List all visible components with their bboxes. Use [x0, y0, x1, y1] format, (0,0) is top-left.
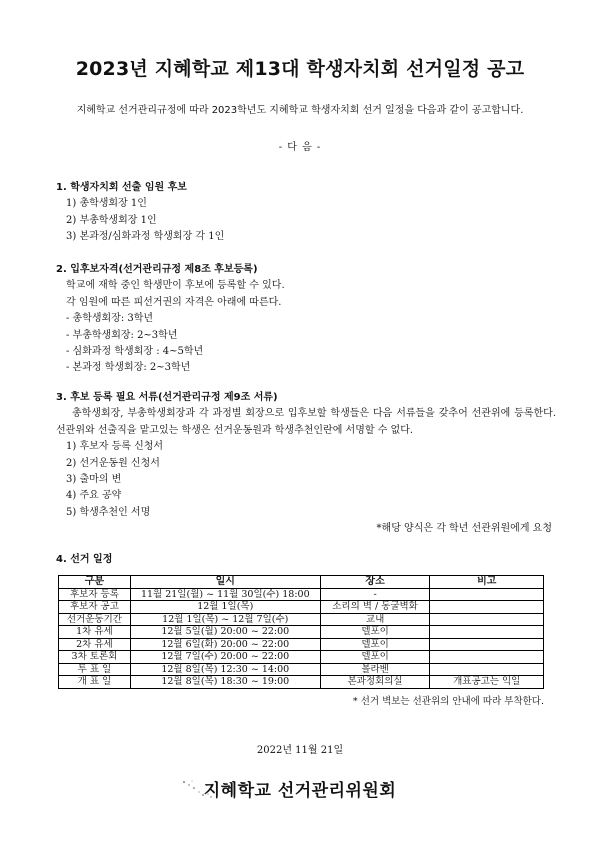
- cell-category: 2차 유세: [59, 638, 131, 651]
- cell-location: 델포이: [320, 638, 430, 651]
- list-item: 3) 본과정/심화과정 학생회장 각 1인: [66, 231, 225, 243]
- cell-location: 소리의 벽 / 동굴벽화: [320, 601, 430, 614]
- cell-category: 3차 토론회: [59, 651, 131, 664]
- cell-remarks: 개표공고는 익일: [430, 676, 544, 689]
- page-title: 2023년 지혜학교 제13대 학생자치회 선거일정 공고: [75, 58, 525, 80]
- section3-paragraph: 총학생회장, 부총학생회장과 각 과정별 회장으로 입후보할 학생들은 다음 서류들을 갖추어 선관위에 등록한다. 선관위와 선출직을 맡고있는 학생은 선거운동원과 학생추천인란에 서명할 수 없다.: [56, 408, 556, 436]
- cell-category: 후보자 공고: [59, 601, 131, 614]
- cell-datetime: 12월 6일(화) 20:00 ~ 22:00: [130, 638, 320, 651]
- list-item: - 본과정 학생회장: 2~3학년: [66, 362, 191, 374]
- section4-heading: 4. 선거 일정: [56, 554, 113, 565]
- cell-datetime: 12월 1일(목): [130, 601, 320, 614]
- table-row: [59, 626, 544, 639]
- cell-remarks: [430, 626, 544, 639]
- section-eligibility: [56, 262, 556, 377]
- section-schedule: [56, 552, 556, 568]
- header-datetime: 일시: [130, 576, 320, 589]
- list-item: 2) 부총학생회장 1인: [66, 214, 157, 226]
- header-location: 장소: [320, 576, 430, 589]
- cell-remarks: [430, 651, 544, 664]
- cell-datetime: 12월 8일(목) 18:30 ~ 19:00: [130, 676, 320, 689]
- cell-remarks: [430, 613, 544, 626]
- list-item: 2) 선거운동원 신청서: [66, 457, 160, 469]
- list-item: - 부총학생회장: 2~3학년: [66, 329, 178, 341]
- cell-remarks: [430, 638, 544, 651]
- text-line: 학교에 재학 중인 학생만이 후보에 등록할 수 있다.: [66, 280, 285, 292]
- cell-datetime: 12월 8일(목) 12:30 ~ 14:00: [130, 663, 320, 676]
- cell-location: 본과정회의실: [320, 676, 430, 689]
- list-item: 4) 주요 공약: [66, 490, 122, 502]
- cell-remarks: [430, 588, 544, 601]
- cell-location: -: [320, 588, 430, 601]
- cell-category: 투 표 일: [59, 663, 131, 676]
- list-item: - 총학생회장: 3학년: [66, 313, 154, 325]
- cell-category: 선거운동기간: [59, 613, 131, 626]
- cell-datetime: 12월 7일(수) 20:00 ~ 22:00: [130, 651, 320, 664]
- cell-location: 볼라벤: [320, 663, 430, 676]
- cell-location: 교내: [320, 613, 430, 626]
- cell-location: 델포이: [320, 626, 430, 639]
- cell-category: 개 표 일: [59, 676, 131, 689]
- notice-date: 2022년 11월 21일: [256, 745, 344, 756]
- section3-heading: 3. 후보 등록 필요 서류(선거관리규정 제9조 서류): [56, 392, 278, 403]
- section1-heading: 1. 학생자치회 선출 임원 후보: [56, 182, 187, 193]
- section-candidates: [56, 180, 556, 246]
- list-item: 5) 학생추천인 서명: [66, 506, 151, 518]
- cell-category: 후보자 등록: [59, 588, 131, 601]
- table-row: [59, 613, 544, 626]
- schedule-table: [58, 575, 544, 689]
- organization-name: 지혜학교 선거관리위원회: [203, 781, 397, 801]
- cell-datetime: 11월 21일(월) ~ 11월 30일(수) 18:00: [130, 588, 320, 601]
- poster-footnote: * 선거 벽보는 선관위의 안내에 따라 부착한다.: [352, 696, 544, 707]
- table-row: [59, 663, 544, 676]
- table-row: [59, 638, 544, 651]
- table-header-row: [59, 576, 544, 589]
- list-item: 1) 후보자 등록 신청서: [66, 441, 164, 453]
- table-row: [59, 676, 544, 689]
- cell-datetime: 12월 5일(월) 20:00 ~ 22:00: [130, 626, 320, 639]
- section-documents: [56, 390, 556, 538]
- form-request-note: *해당 양식은 각 학년 선관위원에게 요청: [376, 523, 552, 535]
- table-row: [59, 651, 544, 664]
- cell-datetime: 12월 1일(목) ~ 12월 7일(수): [130, 613, 320, 626]
- cell-remarks: [430, 663, 544, 676]
- cell-category: 1차 유세: [59, 626, 131, 639]
- intro-text: 지혜학교 선거관리규정에 따라 2023학년도 지혜학교 학생자치회 선거 일정을 다음과 같이 공고합니다.: [76, 105, 524, 116]
- text-line: 각 임원에 따른 피선거권의 자격은 아래에 따른다.: [66, 296, 282, 308]
- table-row: [59, 588, 544, 601]
- table-row: [59, 601, 544, 614]
- header-remarks: 비고: [430, 576, 544, 589]
- list-item: 1) 총학생회장 1인: [66, 198, 147, 210]
- list-item: - 심화과정 학생회장 : 4~5학년: [66, 346, 204, 358]
- section2-heading: 2. 입후보자격(선거관리규정 제8조 후보등록): [56, 264, 258, 275]
- cell-remarks: [430, 601, 544, 614]
- list-item: 3) 출마의 변: [66, 474, 122, 486]
- header-category: 구분: [59, 576, 131, 589]
- following-marker: - 다 음 -: [278, 142, 322, 153]
- cell-location: 델포이: [320, 651, 430, 664]
